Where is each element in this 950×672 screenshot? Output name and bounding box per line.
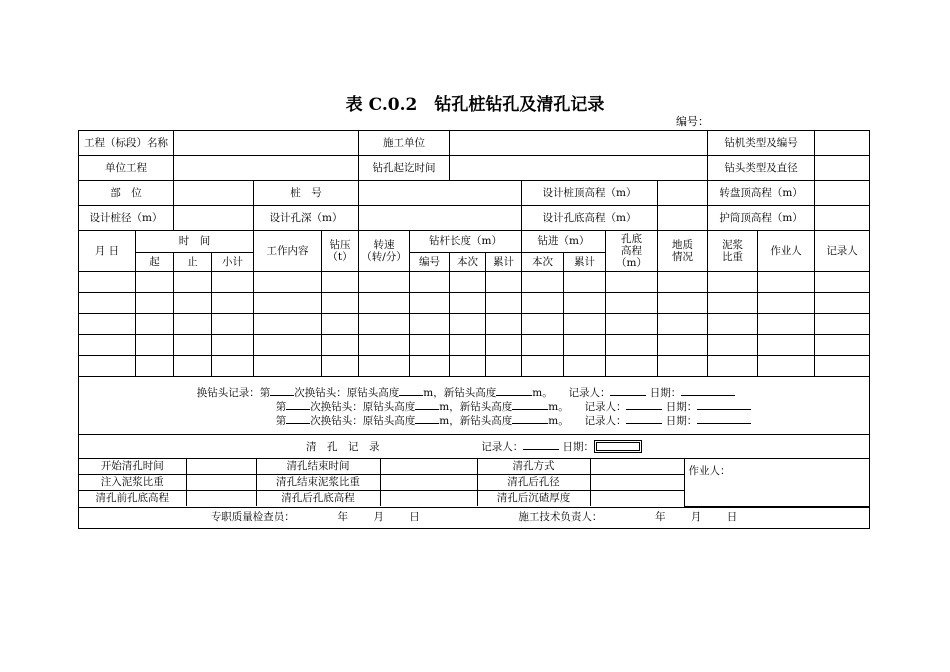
label-mud-end: 清孔结束泥浆比重: [256, 475, 380, 491]
field-project-name[interactable]: [174, 131, 359, 156]
field-bit-type[interactable]: [815, 156, 870, 181]
field-bottom-after[interactable]: [380, 491, 477, 507]
label-clean-method: 清孔方式: [477, 459, 590, 475]
label-sediment: 清孔后沉碴厚度: [477, 491, 590, 507]
table-row[interactable]: [79, 293, 870, 314]
label-clean-end-time: 清孔结束时间: [256, 459, 380, 475]
col-progress-this: 本次: [522, 253, 564, 272]
cleaning-date-label: 日期：: [562, 440, 595, 453]
bit-change-section: [79, 377, 870, 435]
table-row[interactable]: [79, 356, 870, 377]
field-mud-in[interactable]: [186, 475, 256, 491]
signature-row: [79, 507, 870, 528]
label-clean-start-time: 开始清孔时间: [79, 459, 186, 475]
bit-change-record: [197, 384, 752, 428]
label-pile-no: 桩 号: [254, 181, 359, 206]
col-geology: 地质 情况: [658, 231, 708, 272]
label-design-pile-dia: 设计桩径（m）: [79, 206, 174, 231]
field-unit-project[interactable]: [174, 156, 359, 181]
label-drill-time: 钻孔起讫时间: [359, 156, 450, 181]
col-speed: 转速 （转/分）: [359, 231, 410, 272]
label-position: 部 位: [79, 181, 174, 206]
field-drill-time[interactable]: [450, 156, 708, 181]
col-rod-no: 编号: [410, 253, 450, 272]
label-casing-top: 护筒顶高程（m）: [708, 206, 815, 231]
col-rod-length: 钻杆长度（m）: [410, 231, 522, 253]
field-clean-start-time[interactable]: [186, 459, 256, 475]
label-design-hole-depth: 设计孔深（m）: [254, 206, 359, 231]
col-date: 月 日: [79, 231, 136, 272]
table-row[interactable]: [79, 335, 870, 356]
table-row[interactable]: [79, 272, 870, 293]
field-mud-end[interactable]: [380, 475, 477, 491]
col-rod-total: 累计: [486, 253, 522, 272]
cleaning-title-row: [79, 435, 870, 459]
col-time: 时 间: [136, 231, 254, 253]
cleaning-recorder-label: 记录人：: [481, 440, 524, 453]
label-bottom-before: 清孔前孔底高程: [79, 491, 186, 507]
field-construction-unit[interactable]: [450, 131, 708, 156]
inspector-label: 专职质量检查员：: [210, 511, 295, 524]
field-design-hole-bottom[interactable]: [658, 206, 708, 231]
page-title: 表 C.0.2 钻孔桩钻孔及清孔记录: [345, 95, 605, 115]
label-turntable-top: 转盘顶高程（m）: [708, 181, 815, 206]
field-turntable-top[interactable]: [815, 181, 870, 206]
serial-number-label: 编号：: [676, 115, 709, 128]
label-bottom-after: 清孔后孔底高程: [256, 491, 380, 507]
label-mud-in: 注入泥浆比重: [79, 475, 186, 491]
inspector-day: 日: [409, 511, 420, 524]
field-bottom-before[interactable]: [186, 491, 256, 507]
field-pile-no[interactable]: [359, 181, 522, 206]
tech-lead-day: 日: [726, 511, 738, 524]
inspector-month: 月: [373, 511, 384, 524]
col-time-start: 起: [136, 253, 174, 272]
field-position[interactable]: [174, 181, 254, 206]
drilling-record-table: [78, 130, 870, 529]
cleaning-date-field[interactable]: [594, 440, 642, 453]
col-pressure: 钻压 （t）: [322, 231, 359, 272]
bit-change-line: 第 次换钻头：原钻头高度 m，新钻头高度 m。 记录人： 日期：: [197, 414, 752, 428]
col-operator: 作业人: [758, 231, 815, 272]
cleaning-title: 清 孔 记 录: [306, 440, 380, 453]
field-clean-method[interactable]: [590, 459, 684, 475]
label-design-hole-bottom: 设计孔底高程（m）: [522, 206, 658, 231]
field-clean-operator[interactable]: [684, 459, 870, 506]
tech-lead-label: 施工技术负责人：: [518, 511, 603, 524]
label-rig-type: 钻机类型及编号: [708, 131, 815, 156]
col-progress-total: 累计: [564, 253, 606, 272]
col-hole-bottom: 孔底 高程 （m）: [606, 231, 658, 272]
field-design-pile-dia[interactable]: [174, 206, 254, 231]
label-construction-unit: 施工单位: [359, 131, 450, 156]
cleaning-recorder-field[interactable]: [523, 440, 559, 450]
field-casing-top[interactable]: [815, 206, 870, 231]
col-rod-this: 本次: [450, 253, 486, 272]
col-mud: 泥浆 比重: [708, 231, 758, 272]
label-clean-operator: 作业人：: [688, 465, 731, 477]
label-bit-type: 钻头类型及直径: [708, 156, 815, 181]
label-design-pile-top: 设计桩顶高程（m）: [522, 181, 658, 206]
col-progress: 钻进（m）: [522, 231, 606, 253]
field-rig-type[interactable]: [815, 131, 870, 156]
field-clean-end-time[interactable]: [380, 459, 477, 475]
col-time-end: 止: [174, 253, 212, 272]
tech-lead-month: 月: [690, 511, 702, 524]
bit-change-line: 第 次换钻头：原钻头高度 m，新钻头高度 m。 记录人： 日期：: [197, 400, 752, 414]
bit-change-line: 换钻头记录：第 次换钻头：原钻头高度 m，新钻头高度 m。 记录人： 日期：: [197, 386, 752, 400]
tech-lead-year: 年: [655, 511, 666, 524]
field-sediment[interactable]: [590, 491, 684, 507]
col-recorder: 记录人: [815, 231, 870, 272]
label-hole-dia: 清孔后孔径: [477, 475, 590, 491]
field-hole-dia[interactable]: [590, 475, 684, 491]
label-unit-project: 单位工程: [79, 156, 174, 181]
cleaning-details: [79, 459, 870, 508]
field-design-pile-top[interactable]: [658, 181, 708, 206]
table-row[interactable]: [79, 314, 870, 335]
label-project-name: 工程（标段）名称: [79, 131, 174, 156]
inspector-year: 年: [337, 511, 348, 524]
col-time-subtotal: 小计: [212, 253, 254, 272]
col-work: 工作内容: [254, 231, 322, 272]
field-design-hole-depth[interactable]: [359, 206, 522, 231]
